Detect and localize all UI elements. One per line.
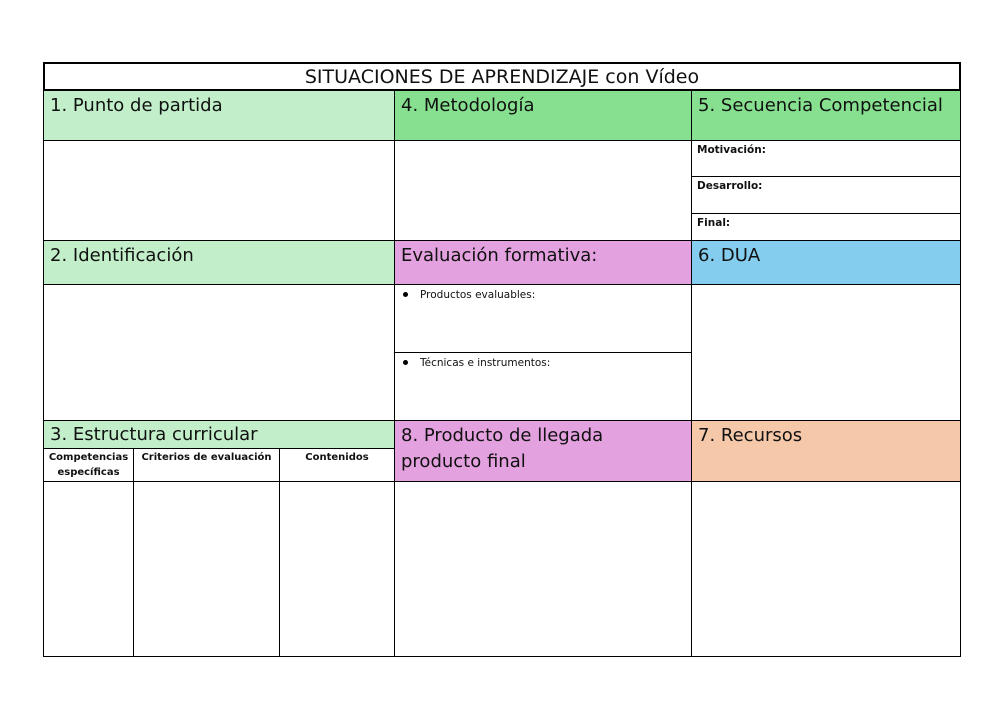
column-criterios-de-evaluacion: Criterios de evaluación bbox=[134, 449, 280, 482]
header-estructura-curricular: 3. Estructura curricular bbox=[43, 421, 395, 449]
header-recursos: 7. Recursos bbox=[692, 421, 961, 482]
header-dua: 6. DUA bbox=[692, 241, 961, 285]
evaluacion-tecnicas-instrumentos[interactable] bbox=[395, 353, 692, 421]
secuencia-final[interactable]: Final: bbox=[692, 214, 961, 241]
secuencia-desarrollo[interactable]: Desarrollo: bbox=[692, 177, 961, 214]
secuencia-motivacion[interactable]: Motivación: bbox=[692, 141, 961, 177]
document-title: SITUACIONES DE APRENDIZAJE con Vídeo bbox=[43, 62, 961, 91]
header-secuencia-competencial: 5. Secuencia Competencial bbox=[692, 91, 961, 141]
producto-de-llegada-body[interactable] bbox=[395, 482, 692, 657]
header-punto-de-partida: 1. Punto de partida bbox=[43, 91, 395, 141]
header-identificacion: 2. Identificación bbox=[43, 241, 395, 285]
header-metodologia: 4. Metodología bbox=[395, 91, 692, 141]
recursos-body[interactable] bbox=[692, 482, 961, 657]
evaluacion-productos-evaluables[interactable] bbox=[395, 285, 692, 353]
dua-body[interactable] bbox=[692, 285, 961, 421]
tecnicas-instrumentos-label: Técnicas e instrumentos: bbox=[420, 357, 551, 369]
column-competencias-especificas: Competencias específicas bbox=[43, 449, 134, 482]
productos-evaluables-label: Productos evaluables: bbox=[420, 289, 536, 301]
bullet-icon bbox=[403, 292, 408, 297]
header-evaluacion-formativa: Evaluación formativa: bbox=[395, 241, 692, 285]
criterios-de-evaluacion-body[interactable] bbox=[134, 482, 280, 657]
header-producto-de-llegada: 8. Producto de llegada producto final bbox=[395, 421, 692, 482]
contenidos-body[interactable] bbox=[280, 482, 395, 657]
identificacion-body[interactable] bbox=[43, 285, 395, 421]
metodologia-body[interactable] bbox=[395, 141, 692, 241]
bullet-icon bbox=[403, 360, 408, 365]
column-contenidos: Contenidos bbox=[280, 449, 395, 482]
punto-de-partida-body[interactable] bbox=[43, 141, 395, 241]
competencias-especificas-body[interactable] bbox=[43, 482, 134, 657]
